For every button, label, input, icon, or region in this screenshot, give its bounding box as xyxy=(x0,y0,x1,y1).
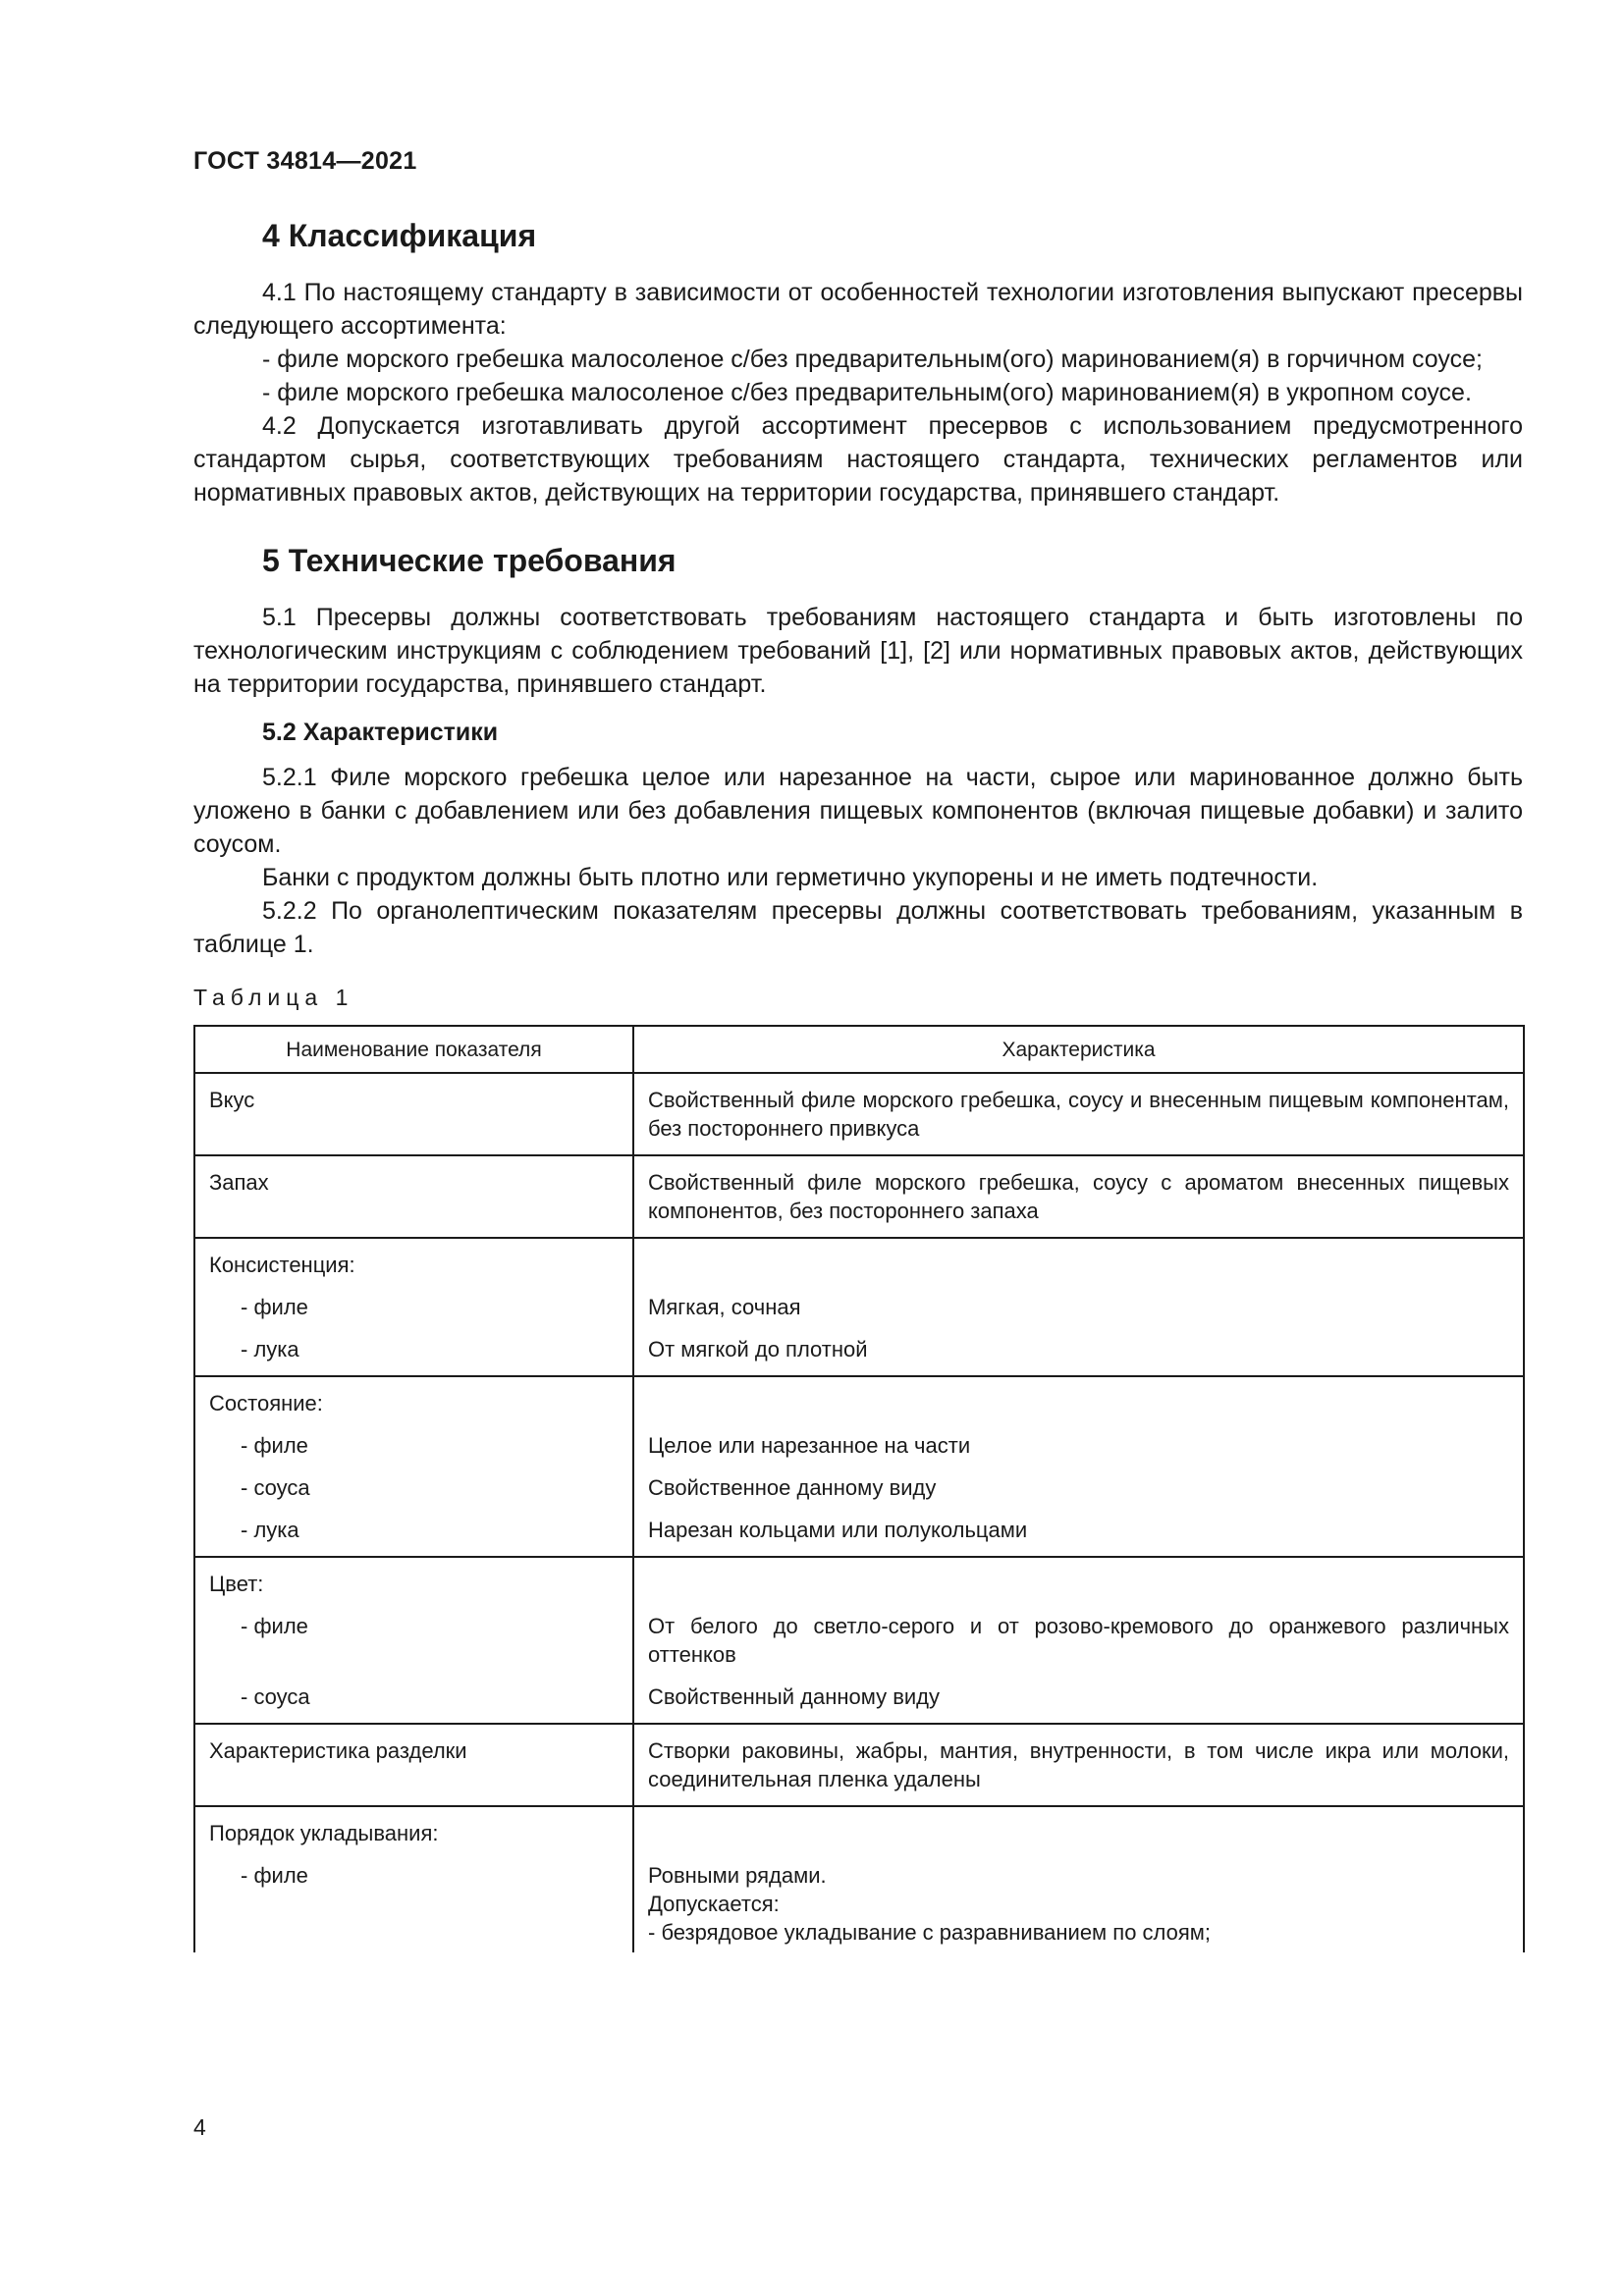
cell-indicator xyxy=(194,1460,633,1502)
table-header-row xyxy=(194,1026,1524,1073)
cell-value: Свойственный филе морского гребешка, соусу с ароматом внесенных пищевых компонентов, без постороннего запаха xyxy=(633,1155,1524,1238)
cell-indicator: Порядок укладывания: xyxy=(194,1806,633,1847)
list-item-dill-sauce: - филе морского гребешка малосоленое с/без предварительным(ого) маринованием(я) в укропном соусе. xyxy=(262,379,1472,406)
cell-subitem: - лука xyxy=(241,1337,299,1362)
table-organoleptic xyxy=(193,1025,1525,1952)
cell-line: - безрядовое укладывание с разравниванием по слоям; xyxy=(648,1920,1212,1945)
cell-subitem: - филе xyxy=(241,1863,308,1888)
cell-indicator xyxy=(194,1417,633,1460)
table-row xyxy=(194,1321,1524,1376)
cell-indicator: Цвет: xyxy=(194,1557,633,1598)
table-row xyxy=(194,1073,1524,1155)
table-row xyxy=(194,1502,1524,1557)
cell-value xyxy=(633,1806,1524,1847)
page-content xyxy=(193,218,1523,1952)
paragraph-4-2: 4.2 Допускается изготавливать другой ассортимент пресервов с использованием предусмотренного стандартом сырья, соответствующих требованиям настоящего стандарта, технических регламентов или нормативных правовых актов, действующих на территории государства, принявшего стандарт. xyxy=(193,412,1523,507)
cell-subitem: - филе xyxy=(241,1614,308,1638)
cell-value: От мягкой до плотной xyxy=(633,1321,1524,1376)
cell-value: Целое или нарезанное на части xyxy=(633,1417,1524,1460)
cell-line: Ровными рядами. xyxy=(648,1863,827,1888)
cell-value xyxy=(633,1847,1524,1952)
column-header-indicator: Наименование показателя xyxy=(194,1026,633,1073)
page-number: 4 xyxy=(193,2114,206,2140)
table-row xyxy=(194,1806,1524,1847)
cell-indicator xyxy=(194,1321,633,1376)
cell-indicator: Характеристика разделки xyxy=(194,1724,633,1806)
cell-line: Допускается: xyxy=(648,1892,780,1916)
cell-value: От белого до светло-серого и от розово-кремового до оранжевого различных оттенков xyxy=(633,1598,1524,1669)
cell-value xyxy=(633,1238,1524,1279)
table-row xyxy=(194,1460,1524,1502)
cell-subitem: - соуса xyxy=(241,1475,310,1500)
table-row xyxy=(194,1155,1524,1238)
cell-subitem: - соуса xyxy=(241,1684,310,1709)
column-header-characteristic: Характеристика xyxy=(633,1026,1524,1073)
table-row xyxy=(194,1724,1524,1806)
paragraph-jars: Банки с продуктом должны быть плотно или герметично укупорены и не иметь подтечности. xyxy=(262,864,1319,891)
section-5-title: 5 Технические требования xyxy=(262,543,677,578)
table-row xyxy=(194,1557,1524,1598)
cell-subitem: - лука xyxy=(241,1518,299,1542)
document-code: ГОСТ 34814—2021 xyxy=(193,147,417,175)
cell-subitem: - филе xyxy=(241,1295,308,1319)
table-row xyxy=(194,1417,1524,1460)
cell-indicator xyxy=(194,1279,633,1321)
cell-indicator xyxy=(194,1847,633,1952)
table-row xyxy=(194,1238,1524,1279)
table-caption: Таблица 1 xyxy=(193,985,354,1010)
paragraph-5-2-1: 5.2.1 Филе морского гребешка целое или нарезанное на части, сырое или маринованное должно быть уложено в банки с добавлением или без добавления пищевых компонентов (включая пищевые добавки) и залито соусом. xyxy=(193,764,1523,858)
cell-indicator xyxy=(194,1598,633,1669)
table-row xyxy=(194,1847,1524,1952)
list-item-mustard-sauce: - филе морского гребешка малосоленое с/без предварительным(ого) маринованием(я) в горчичном соусе; xyxy=(262,346,1483,373)
table-row xyxy=(194,1279,1524,1321)
cell-indicator xyxy=(194,1502,633,1557)
cell-indicator: Состояние: xyxy=(194,1376,633,1417)
paragraph-4-1: 4.1 По настоящему стандарту в зависимости от особенностей технологии изготовления выпускают пресервы следующего ассортимента: xyxy=(193,279,1523,340)
cell-value: Свойственный данному виду xyxy=(633,1669,1524,1724)
cell-value xyxy=(633,1376,1524,1417)
cell-indicator: Консистенция: xyxy=(194,1238,633,1279)
cell-value: Мягкая, сочная xyxy=(633,1279,1524,1321)
cell-indicator: Запах xyxy=(194,1155,633,1238)
subsection-5-2-title: 5.2 Характеристики xyxy=(262,719,499,746)
cell-indicator: Вкус xyxy=(194,1073,633,1155)
table-row xyxy=(194,1376,1524,1417)
cell-value: Свойственное данному виду xyxy=(633,1460,1524,1502)
cell-indicator xyxy=(194,1669,633,1724)
table-row xyxy=(194,1669,1524,1724)
table-row xyxy=(194,1598,1524,1669)
cell-value: Нарезан кольцами или полукольцами xyxy=(633,1502,1524,1557)
cell-subitem: - филе xyxy=(241,1433,308,1458)
paragraph-5-2-2: 5.2.2 По органолептическим показателям пресервы должны соответствовать требованиям, указанным в таблице 1. xyxy=(193,897,1523,958)
cell-value: Свойственный филе морского гребешка, соусу и внесенным пищевым компонентам, без постороннего привкуса xyxy=(633,1073,1524,1155)
section-4-title: 4 Классификация xyxy=(262,218,537,253)
paragraph-5-1: 5.1 Пресервы должны соответствовать требованиям настоящего стандарта и быть изготовлены по технологическим инструкциям с соблюдением требований [1], [2] или нормативных правовых актов, действующих на территории государства, принявшего стандарт. xyxy=(193,604,1523,698)
cell-value: Створки раковины, жабры, мантия, внутренности, в том числе икра или молоки, соединительная пленка удалены xyxy=(633,1724,1524,1806)
cell-value xyxy=(633,1557,1524,1598)
